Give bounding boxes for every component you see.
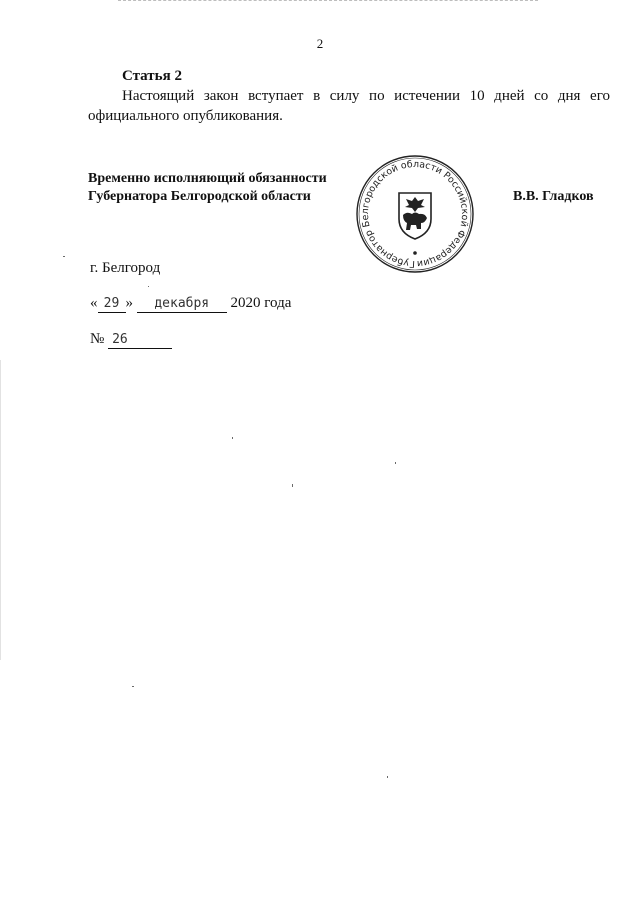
official-seal	[355, 153, 475, 275]
seal-ring-textpath: Губернатор Белгородской области Российской Федерации	[359, 158, 471, 270]
coat-of-arms-emblem	[399, 193, 431, 239]
date-day-field: 29	[98, 296, 126, 313]
signer-title	[88, 170, 327, 206]
document-number-field: 26	[108, 332, 172, 349]
scan-artifact-left-edge	[0, 360, 1, 660]
page-number: 2	[316, 36, 324, 51]
date-year-text: 2020 года	[230, 295, 292, 311]
scan-speck	[232, 437, 233, 439]
scan-speck	[148, 286, 149, 287]
article-heading: Статья 2	[122, 68, 182, 84]
signer-title-line-1: Временно исполняющий обязанности	[88, 171, 327, 186]
document-number-line	[90, 331, 172, 349]
date-month-field: декабря	[137, 296, 227, 313]
scan-speck	[63, 256, 65, 257]
document-number-label: №	[90, 331, 105, 347]
scan-artifact-top-line	[118, 0, 538, 2]
signer-title-line-2: Губернатора Белгородской области	[88, 189, 311, 204]
scan-speck	[387, 776, 388, 778]
date-close-quote: »	[125, 295, 133, 311]
scan-speck	[292, 484, 293, 487]
date-line	[90, 295, 291, 313]
signer-name: В.В. Гладков	[513, 189, 594, 204]
scan-speck	[132, 686, 134, 687]
article-body-text: Настоящий закон вступает в силу по истечении 10 дней со дня его официального опубликования.	[88, 88, 610, 124]
city-label: г. Белгород	[90, 260, 161, 276]
date-open-quote: «	[90, 295, 98, 311]
scan-speck	[395, 462, 396, 464]
